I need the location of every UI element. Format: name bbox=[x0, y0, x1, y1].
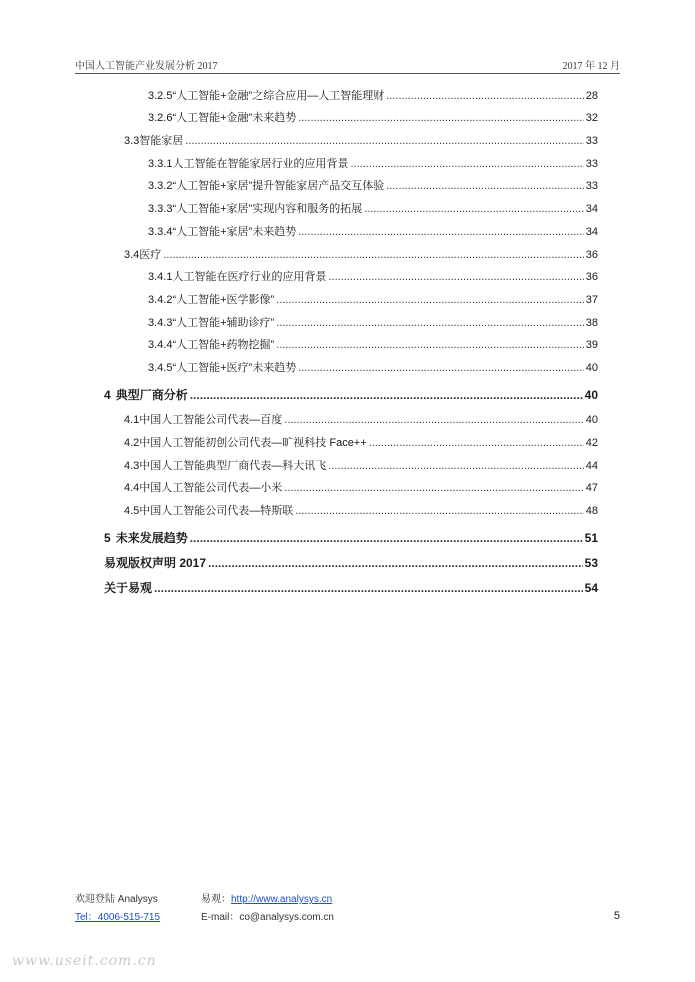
toc-entry-page: 47 bbox=[585, 482, 598, 494]
toc-entry[interactable] bbox=[124, 412, 598, 428]
toc-entry-title: “人工智能+辅助诊疗” bbox=[172, 317, 275, 329]
toc-entry-page: 38 bbox=[585, 317, 598, 329]
toc-entry-number: 3.3.2 bbox=[148, 180, 173, 192]
toc-entry-page: 39 bbox=[585, 339, 598, 351]
toc-entry-title: 人工智能在智能家居行业的应用背景 bbox=[172, 158, 349, 170]
toc-leader-dots bbox=[276, 337, 584, 353]
header-date: 2017 年 12 月 bbox=[562, 61, 620, 72]
toc-entry-title: 智能家居 bbox=[139, 135, 184, 147]
toc-entry-title: 关于易观 bbox=[104, 581, 153, 595]
toc-leader-dots bbox=[386, 178, 584, 194]
toc-entry-title: “人工智能+家居”实现内容和服务的拓展 bbox=[172, 203, 363, 215]
toc-leader-dots bbox=[328, 269, 583, 285]
toc-entry-number: 4.4 bbox=[124, 482, 140, 494]
footer-tel[interactable]: Tel：4006-515-715 bbox=[75, 912, 161, 923]
toc-leader-dots bbox=[295, 503, 583, 519]
toc-entry-number: 3.2.6 bbox=[148, 112, 173, 124]
toc-entry-number: 3.4.5 bbox=[148, 362, 173, 374]
toc-entry-page: 40 bbox=[585, 362, 598, 374]
toc-entry-page: 40 bbox=[585, 414, 598, 426]
toc-entry-number: 3.3.4 bbox=[148, 226, 173, 238]
toc-entry-page: 34 bbox=[585, 226, 598, 238]
toc-entry[interactable] bbox=[124, 435, 598, 451]
toc-entry[interactable] bbox=[148, 269, 598, 285]
page-header bbox=[75, 57, 620, 74]
toc-entry-title: “人工智能+医学影像” bbox=[172, 294, 275, 306]
toc-entry-number: 3.4 bbox=[124, 249, 140, 261]
toc-entry[interactable] bbox=[124, 458, 598, 474]
toc-entry-number: 3.4.1 bbox=[148, 271, 173, 283]
footer-site bbox=[201, 892, 332, 908]
toc-entry-title: 中国人工智能典型厂商代表—科大讯飞 bbox=[139, 460, 327, 472]
toc-entry-page: 48 bbox=[585, 505, 598, 517]
toc-entry-page: 36 bbox=[585, 249, 598, 261]
toc-leader-dots bbox=[190, 387, 583, 403]
toc-entry-number: 3.3 bbox=[124, 135, 140, 147]
toc-entry-page: 42 bbox=[585, 437, 598, 449]
toc-entry-title: 医疗 bbox=[139, 249, 162, 261]
toc-leader-dots bbox=[350, 156, 583, 172]
toc-entry-page: 33 bbox=[585, 158, 598, 170]
toc-entry[interactable] bbox=[148, 156, 598, 172]
toc-entry-title: “人工智能+家居”提升智能家居产品交互体验 bbox=[172, 180, 385, 192]
toc-entry-number: 4.1 bbox=[124, 414, 140, 426]
toc-entry-number: 5 bbox=[104, 531, 111, 545]
toc-leader-dots bbox=[185, 133, 583, 149]
toc-entry-title: 典型厂商分析 bbox=[115, 388, 188, 402]
toc-leader-dots bbox=[298, 110, 584, 126]
toc-entry[interactable] bbox=[148, 292, 598, 308]
page-number: 5 bbox=[613, 910, 620, 922]
toc-entry-number: 3.3.1 bbox=[148, 158, 173, 170]
toc-leader-dots bbox=[154, 580, 583, 596]
toc-leader-dots bbox=[284, 480, 583, 496]
toc-entry[interactable] bbox=[104, 580, 598, 596]
toc-entry-number: 4.5 bbox=[124, 505, 140, 517]
toc-entry-title: “人工智能+金融”未来趋势 bbox=[172, 112, 297, 124]
toc-entry-title: “人工智能+金融”之综合应用—人工智能理财 bbox=[172, 90, 385, 102]
toc-entry[interactable] bbox=[148, 88, 598, 104]
toc-entry-page: 53 bbox=[584, 556, 598, 570]
toc-entry-page: 33 bbox=[585, 180, 598, 192]
toc-entry-title: “人工智能+家居”未来趋势 bbox=[172, 226, 297, 238]
toc-leader-dots bbox=[208, 555, 583, 571]
toc-entry-title: 中国人工智能初创公司代表—旷视科技 Face++ bbox=[139, 437, 367, 449]
toc-leader-dots bbox=[163, 247, 583, 263]
toc-entry-title: 中国人工智能公司代表—百度 bbox=[139, 414, 283, 426]
footer-email: E-mail：co@analysys.com.cn bbox=[201, 912, 334, 923]
toc-entry[interactable] bbox=[148, 201, 598, 217]
toc-entry-page: 44 bbox=[585, 460, 598, 472]
toc-leader-dots bbox=[364, 201, 584, 217]
footer-welcome: 欢迎登陆 Analysys bbox=[75, 894, 158, 905]
toc-entry-title: 人工智能在医疗行业的应用背景 bbox=[172, 271, 327, 283]
toc-entry-number: 4.2 bbox=[124, 437, 140, 449]
toc-entry[interactable] bbox=[104, 530, 598, 546]
toc-leader-dots bbox=[284, 412, 583, 428]
toc-entry[interactable] bbox=[104, 555, 598, 571]
toc-entry[interactable] bbox=[124, 480, 598, 496]
toc-entry-number: 3.3.3 bbox=[148, 203, 173, 215]
toc-entry-title: 易观版权声明 2017 bbox=[104, 556, 207, 570]
toc-entry-title: 中国人工智能公司代表—特斯联 bbox=[139, 505, 294, 517]
toc-leader-dots bbox=[298, 360, 584, 376]
toc-entry[interactable] bbox=[148, 110, 598, 126]
toc-entry[interactable] bbox=[104, 387, 598, 403]
toc-entry[interactable] bbox=[124, 247, 598, 263]
toc-leader-dots bbox=[298, 224, 584, 240]
toc-entry-number: 4 bbox=[104, 388, 111, 402]
toc-entry-page: 37 bbox=[585, 294, 598, 306]
toc-leader-dots bbox=[369, 435, 584, 451]
toc-entry-number: 3.4.2 bbox=[148, 294, 173, 306]
toc-entry-title: “人工智能+医疗”未来趋势 bbox=[172, 362, 297, 374]
toc-entry-page: 34 bbox=[585, 203, 598, 215]
toc-leader-dots bbox=[386, 88, 584, 104]
toc-entry-page: 54 bbox=[584, 581, 598, 595]
toc-entry-title: 未来发展趋势 bbox=[115, 531, 188, 545]
toc-entry-page: 36 bbox=[585, 271, 598, 283]
toc-entry-page: 28 bbox=[585, 90, 598, 102]
toc-leader-dots bbox=[328, 458, 583, 474]
toc-entry-number: 4.3 bbox=[124, 460, 140, 472]
toc-entry-title: 中国人工智能公司代表—小米 bbox=[139, 482, 283, 494]
toc-entry-page: 51 bbox=[584, 531, 598, 545]
toc-entry-number: 3.2.5 bbox=[148, 90, 173, 102]
toc-entry[interactable] bbox=[148, 360, 598, 376]
toc-entry[interactable] bbox=[148, 224, 598, 240]
toc-entry-page: 32 bbox=[585, 112, 598, 124]
header-title: 中国人工智能产业发展分析 2017 bbox=[75, 61, 218, 72]
toc-entry[interactable] bbox=[148, 337, 598, 353]
toc-leader-dots bbox=[190, 530, 583, 546]
toc-leader-dots bbox=[276, 292, 584, 308]
toc-entry-page: 40 bbox=[584, 388, 598, 402]
footer-site-label: 易观： bbox=[201, 894, 231, 905]
watermark: www.useit.com.cn bbox=[12, 953, 157, 969]
toc-entry-number: 3.4.3 bbox=[148, 317, 173, 329]
toc-entry[interactable] bbox=[124, 503, 598, 519]
toc-entry[interactable] bbox=[148, 178, 598, 194]
toc-entry-page: 33 bbox=[585, 135, 598, 147]
toc-entry[interactable] bbox=[124, 133, 598, 149]
footer-site-link[interactable]: http://www.analysys.cn bbox=[231, 894, 333, 905]
toc-leader-dots bbox=[276, 315, 584, 331]
toc-entry[interactable] bbox=[148, 315, 598, 331]
toc-entry-title: “人工智能+药物挖掘” bbox=[172, 339, 275, 351]
toc-entry-number: 3.4.4 bbox=[148, 339, 173, 351]
